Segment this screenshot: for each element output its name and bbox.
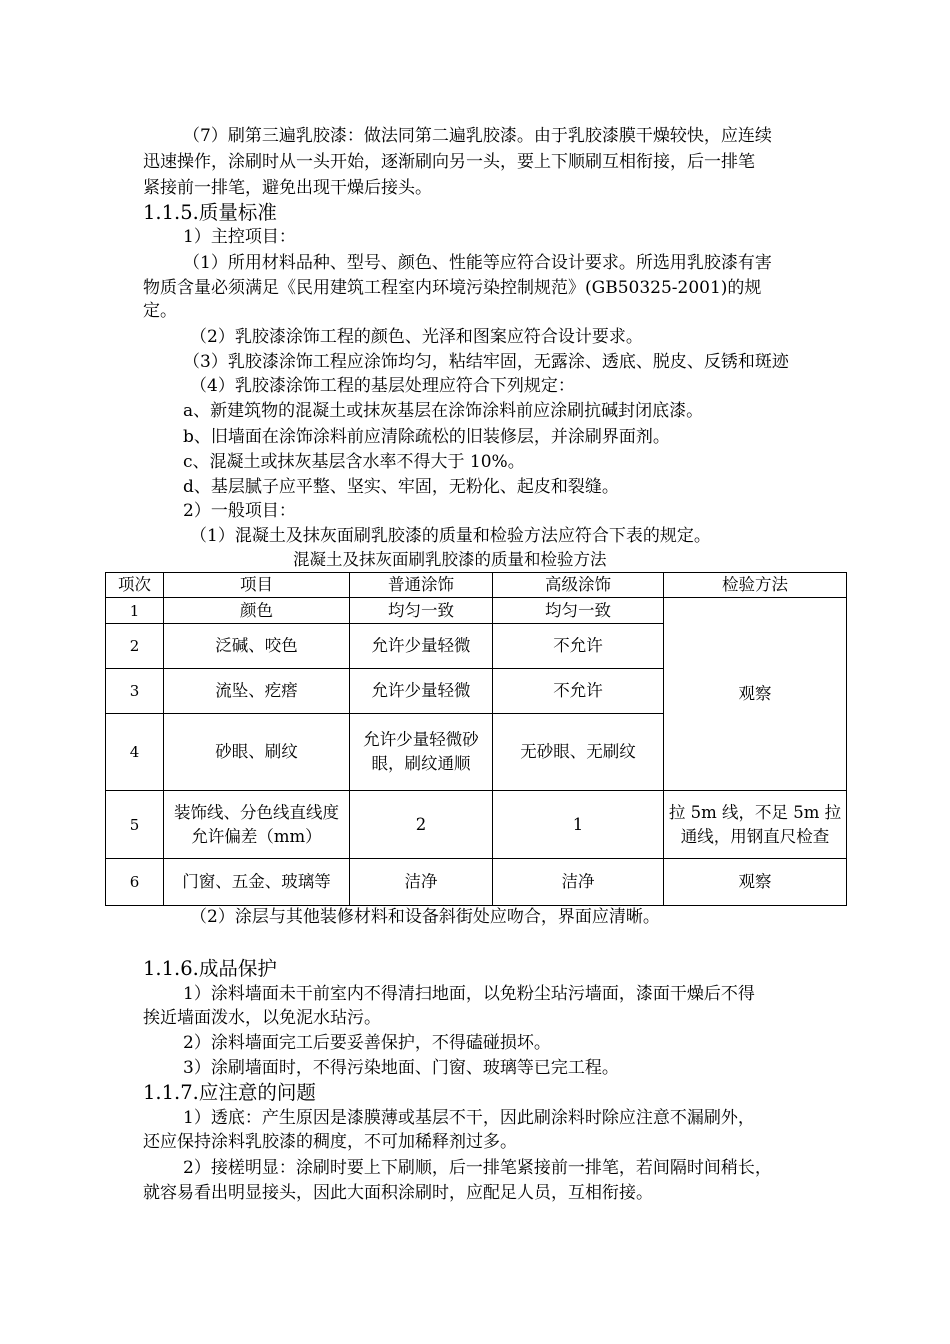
row-number: 4 <box>106 714 164 791</box>
advanced-finish-cell: 不允许 <box>493 624 664 669</box>
paragraph-line: 定。 <box>143 301 177 321</box>
paragraph-line: （2）涂层与其他装修材料和设备斜街处应吻合，界面应清晰。 <box>190 907 660 927</box>
section-heading: 1.1.6.成品保护 <box>143 957 277 980</box>
paragraph-line: 挨近墙面泼水，以免泥水玷污。 <box>143 1008 381 1028</box>
normal-finish-cell: 均匀一致 <box>350 598 493 624</box>
row-number: 2 <box>106 624 164 669</box>
table-header-row <box>106 573 847 598</box>
paragraph-line: 3）涂刷墙面时，不得污染地面、门窗、玻璃等已完工程。 <box>183 1058 619 1078</box>
paragraph-line: 1）透底：产生原因是漆膜薄或基层不干，因此刷涂料时除应注意不漏刷外， <box>183 1108 755 1128</box>
paragraph-line: 物质含量必须满足《民用建筑工程室内环境污染控制规范》(GB50325-2001)的规 <box>143 278 762 298</box>
paragraph-line: 2）一般项目： <box>183 501 296 521</box>
row-number: 6 <box>106 859 164 906</box>
advanced-finish-cell: 洁净 <box>493 859 664 906</box>
paragraph-line: d、基层腻子应平整、坚实、牢固，无粉化、起皮和裂缝。 <box>183 477 619 497</box>
item-cell: 装饰线、分色线直线度允许偏差（mm） <box>164 791 350 859</box>
row-number: 1 <box>106 598 164 624</box>
paragraph-line: b、旧墙面在涂饰涂料前应清除疏松的旧装修层，并涂刷界面剂。 <box>183 427 670 447</box>
table-row <box>106 859 847 906</box>
paragraph-line: （2）乳胶漆涂饰工程的颜色、光泽和图案应符合设计要求。 <box>190 327 643 347</box>
item-cell: 砂眼、刷纹 <box>164 714 350 791</box>
inspection-method-cell: 观察 <box>664 598 847 791</box>
paragraph-line: 1）涂料墙面未干前室内不得清扫地面，以免粉尘玷污墙面，漆面干燥后不得 <box>183 984 755 1004</box>
paragraph-line: （1）混凝土及抹灰面刷乳胶漆的质量和检验方法应符合下表的规定。 <box>190 526 711 546</box>
table-row <box>106 791 847 859</box>
paragraph-line: 还应保持涂料乳胶漆的稠度，不可加稀释剂过多。 <box>143 1132 517 1152</box>
paragraph-line: 就容易看出明显接头，因此大面积涂刷时，应配足人员，互相衔接。 <box>143 1183 653 1203</box>
paragraph-line: 迅速操作，涂刷时从一头开始，逐渐刷向另一头，要上下顺刷互相衔接，后一排笔 <box>143 152 755 172</box>
paragraph-line: c、混凝土或抹灰基层含水率不得大于 10%。 <box>183 452 525 472</box>
paragraph-line: 紧接前一排笔，避免出现干燥后接头。 <box>143 178 432 198</box>
header-cell: 普通涂饰 <box>350 573 493 598</box>
advanced-finish-cell: 均匀一致 <box>493 598 664 624</box>
section-heading: 1.1.5.质量标准 <box>143 201 277 224</box>
header-cell: 项次 <box>106 573 164 598</box>
paragraph-line: （4）乳胶漆涂饰工程的基层处理应符合下列规定： <box>190 376 575 396</box>
advanced-finish-cell: 不允许 <box>493 669 664 714</box>
paragraph-line: （1）所用材料品种、型号、颜色、性能等应符合设计要求。所选用乳胶漆有害 <box>183 253 772 273</box>
header-cell: 检验方法 <box>664 573 847 598</box>
paragraph-line: （7）刷第三遍乳胶漆：做法同第二遍乳胶漆。由于乳胶漆膜干燥较快，应连续 <box>183 126 772 146</box>
inspection-method-cell: 观察 <box>664 859 847 906</box>
item-cell: 泛碱、咬色 <box>164 624 350 669</box>
normal-finish-cell: 允许少量轻微 <box>350 669 493 714</box>
header-cell: 项目 <box>164 573 350 598</box>
advanced-finish-cell: 无砂眼、无刷纹 <box>493 714 664 791</box>
item-cell: 流坠、疙瘩 <box>164 669 350 714</box>
paragraph-line: （3）乳胶漆涂饰工程应涂饰均匀，粘结牢固，无露涂、透底、脱皮、反锈和斑迹 <box>183 352 789 372</box>
paragraph-line: 1）主控项目： <box>183 227 296 247</box>
advanced-finish-cell: 1 <box>493 791 664 859</box>
paragraph-line: 2）涂料墙面完工后要妥善保护，不得磕碰损坏。 <box>183 1033 551 1053</box>
normal-finish-cell: 允许少量轻微砂眼，刷纹通顺 <box>350 714 493 791</box>
table-caption: 混凝土及抹灰面刷乳胶漆的质量和检验方法 <box>293 550 607 569</box>
inspection-method-cell: 拉 5m 线，不足 5m 拉通线，用钢直尺检查 <box>664 791 847 859</box>
normal-finish-cell: 2 <box>350 791 493 859</box>
item-cell: 门窗、五金、玻璃等 <box>164 859 350 906</box>
section-heading: 1.1.7.应注意的问题 <box>143 1081 316 1104</box>
normal-finish-cell: 允许少量轻微 <box>350 624 493 669</box>
header-cell: 高级涂饰 <box>493 573 664 598</box>
item-cell: 颜色 <box>164 598 350 624</box>
paragraph-line: 2）接槎明显：涂刷时要上下刷顺，后一排笔紧接前一排笔，若间隔时间稍长， <box>183 1158 772 1178</box>
table-row <box>106 598 847 624</box>
row-number: 5 <box>106 791 164 859</box>
quality-table <box>105 572 847 906</box>
normal-finish-cell: 洁净 <box>350 859 493 906</box>
paragraph-line: a、新建筑物的混凝土或抹灰基层在涂饰涂料前应涂刷抗碱封闭底漆。 <box>183 401 704 421</box>
row-number: 3 <box>106 669 164 714</box>
